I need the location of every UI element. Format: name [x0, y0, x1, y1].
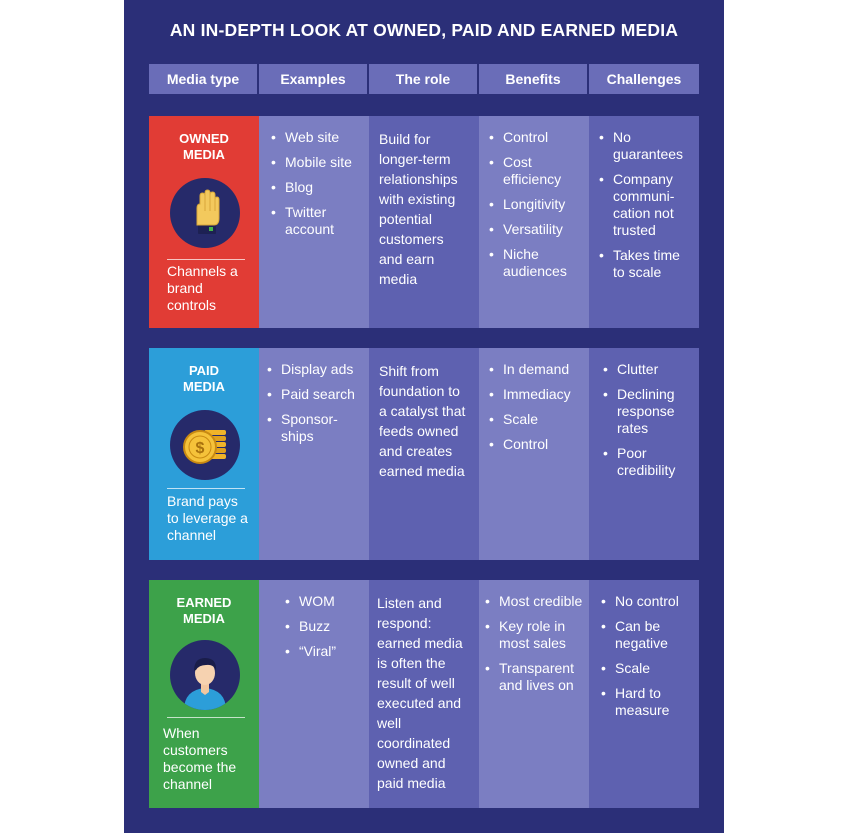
list-item: • Declining response rates [603, 386, 695, 437]
list-item: • Can be negative [601, 618, 695, 652]
earned-title [149, 595, 259, 627]
earned-challenges-cell [589, 580, 699, 808]
paid-title [149, 363, 259, 395]
list-item: • In demand [489, 361, 583, 378]
list-item: • Niche audiences [489, 246, 583, 280]
paid-challenges-cell [589, 348, 699, 560]
list-item: • Cost efficiency [489, 154, 583, 188]
paid-description: Brand pays to leverage a channel [167, 493, 248, 543]
list-item: • Control [489, 436, 583, 453]
earned-description: When customers become the channel [163, 725, 237, 792]
list-item: • Poor credibility [603, 445, 695, 479]
list-item: • Takes time to scale [599, 247, 695, 281]
list-item: • Immediacy [489, 386, 583, 403]
list-item: • Longitivity [489, 196, 583, 213]
owned-description: Channels a brand controls [167, 263, 238, 313]
list-item: • Buzz [285, 618, 363, 635]
earned-media-type-cell [149, 580, 259, 808]
list-item: • Versatility [489, 221, 583, 238]
infographic-panel [124, 0, 724, 833]
paid-examples-cell [259, 348, 369, 560]
owned-benefits-cell [479, 116, 589, 328]
paid-divider [167, 488, 245, 489]
page-title: AN IN-DEPTH LOOK AT OWNED, PAID AND EARNED MEDIA [169, 20, 679, 40]
earned-role-cell: Listen and respond: earned media is often the result of well executed and well coordinated owned and paid media [369, 580, 479, 808]
list-item: • No guarantees [599, 129, 695, 163]
earned-divider [167, 717, 245, 718]
header-the-role: The role [369, 64, 477, 94]
list-item: • Control [489, 129, 583, 146]
header-examples: Examples [259, 64, 367, 94]
list-item: • Key role in most sales [485, 618, 585, 652]
list-item: • “Viral” [285, 643, 363, 660]
list-item: • Web site [271, 129, 361, 146]
paid-title-line2: MEDIA [183, 379, 225, 394]
earned-title-line1: EARNED [176, 595, 232, 610]
list-item: • Transparent and lives on [485, 660, 585, 694]
list-item: • Paid search [267, 386, 363, 403]
owned-title [149, 131, 259, 163]
list-item: • No control [601, 593, 695, 610]
earned-title-line2: MEDIA [183, 611, 225, 626]
owned-title-line2: MEDIA [183, 147, 225, 162]
paid-role-cell: Shift from foundation to a catalyst that feeds owned and creates earned media [369, 348, 479, 560]
list-item: • WOM [285, 593, 363, 610]
owned-media-type-cell [149, 116, 259, 328]
list-item: • Scale [489, 411, 583, 428]
paid-media-type-cell [149, 348, 259, 560]
header-media-type: Media type [149, 64, 257, 94]
list-item: • Hard to measure [601, 685, 695, 719]
earned-benefits-cell [479, 580, 589, 808]
owned-role-cell: Build for longer-term relationships with existing potential customers and earn media [369, 116, 479, 328]
list-item: • Mobile site [271, 154, 361, 171]
owned-examples-cell [259, 116, 369, 328]
person-icon [170, 640, 240, 710]
list-item: • Twitter account [271, 204, 361, 238]
earned-examples-cell [259, 580, 369, 808]
list-item: • Most credible [485, 593, 585, 610]
list-item: • Display ads [267, 361, 363, 378]
list-item: • Scale [601, 660, 695, 677]
list-item: • Sponsor-ships [267, 411, 363, 445]
hand-icon [170, 178, 240, 248]
list-item: • Company communi-cation not trusted [599, 171, 695, 239]
list-item: • Clutter [603, 361, 695, 378]
list-item: • Blog [271, 179, 361, 196]
owned-title-line1: OWNED [179, 131, 229, 146]
paid-benefits-cell [479, 348, 589, 560]
owned-divider [167, 259, 245, 260]
coins-icon [170, 410, 240, 480]
owned-challenges-cell [589, 116, 699, 328]
header-benefits: Benefits [479, 64, 587, 94]
paid-title-line1: PAID [188, 363, 220, 378]
svg-text:$: $ [195, 440, 205, 457]
header-challenges: Challenges [589, 64, 699, 94]
